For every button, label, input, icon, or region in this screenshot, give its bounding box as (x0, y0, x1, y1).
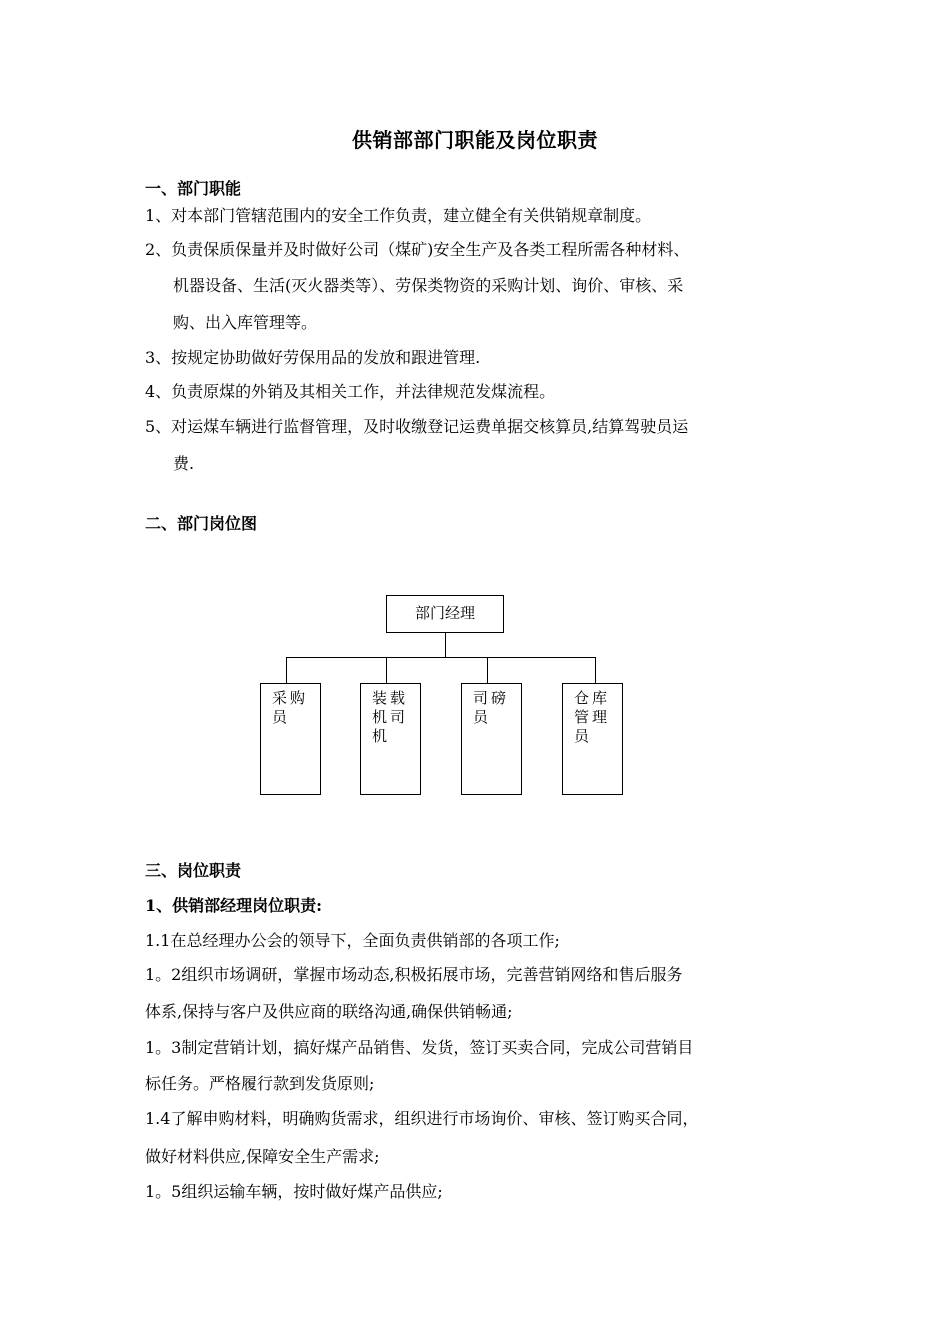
paragraph-line: 费. (173, 454, 195, 473)
section-heading-org-chart: 二、部门岗位图 (145, 514, 258, 533)
paragraph-line: 购、出入库管理等。 (173, 313, 318, 332)
paragraph-line: 1。2组织市场调研，掌握市场动态,积极拓展市场，完善营销网络和售后服务 (145, 965, 683, 984)
paragraph-line: 5、对运煤车辆进行监督管理，及时收缴登记运费单据交核算员,结算驾驶员运 (145, 417, 689, 436)
org-connector (445, 633, 446, 657)
org-box-warehouse-keeper (562, 683, 623, 795)
document-title: 供销部部门职能及岗位职责 (352, 128, 598, 152)
paragraph-line: 标任务。严格履行款到发货原则; (145, 1074, 375, 1093)
org-box-manager: 部门经理 (386, 595, 504, 633)
org-box-label: 装载机司机 (372, 689, 409, 745)
paragraph-line: 1.4了解申购材料，明确购货需求，组织进行市场询价、审核、签订购买合同， (145, 1109, 699, 1128)
org-box-weighman (461, 683, 522, 795)
paragraph-line: 3、按规定协助做好劳保用品的发放和跟进管理. (145, 348, 481, 367)
paragraph-line: 做好材料供应,保障安全生产需求; (145, 1147, 380, 1166)
section-heading-duties: 三、岗位职责 (145, 861, 242, 880)
org-box-purchaser (260, 683, 321, 795)
paragraph-line: 1。3制定营销计划，搞好煤产品销售、发货，签订买卖合同，完成公司营销目 (145, 1038, 694, 1057)
org-box-label: 采购员 (272, 689, 309, 726)
paragraph-line: 机器设备、生活(灭火器类等）、劳保类物资的采购计划、询价、审核、采 (173, 276, 684, 295)
org-box-label: 仓库管理员 (574, 689, 611, 745)
paragraph-line: 1。5组织运输车辆，按时做好煤产品供应; (145, 1182, 443, 1201)
paragraph-line: 1.1在总经理办公会的领导下，全面负责供销部的各项工作; (145, 931, 560, 950)
org-connector (487, 657, 488, 683)
org-box-label: 司磅员 (473, 689, 510, 726)
org-connector (386, 657, 387, 683)
org-box-loader-driver (360, 683, 421, 795)
subsection-heading-manager: 1、供销部经理岗位职责: (145, 896, 323, 915)
paragraph-line: 4、负责原煤的外销及其相关工作，并法律规范发煤流程。 (145, 382, 556, 401)
org-connector (595, 657, 596, 683)
paragraph-line: 2、负责保质保量并及时做好公司（煤矿)安全生产及各类工程所需各种材料、 (145, 240, 690, 259)
section-heading-functions: 一、部门职能 (145, 179, 242, 198)
paragraph-line: 1、对本部门管辖范围内的安全工作负责，建立健全有关供销规章制度。 (145, 206, 652, 225)
org-connector (286, 657, 287, 683)
paragraph-line: 体系,保持与客户及供应商的联络沟通,确保供销畅通; (145, 1002, 513, 1021)
org-connector (286, 657, 596, 658)
